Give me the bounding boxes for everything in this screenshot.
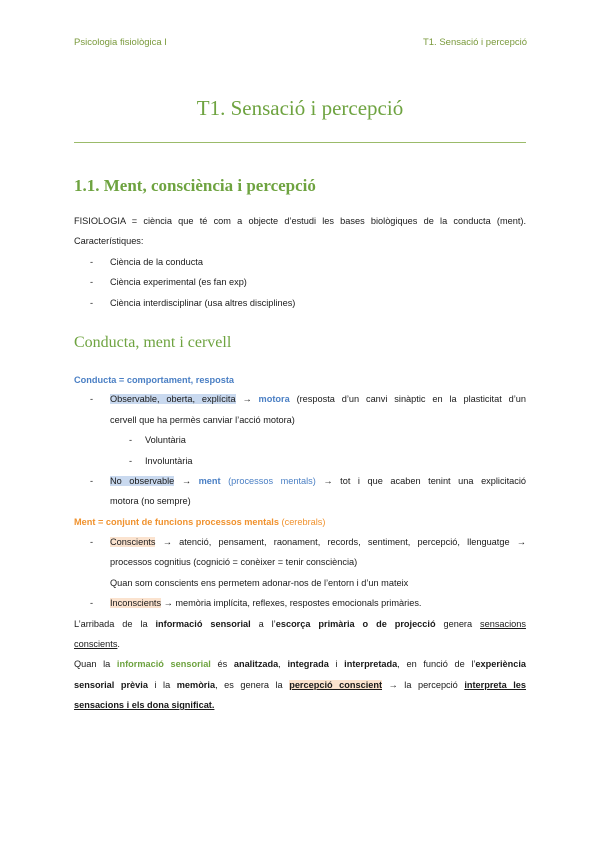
page-title: T1. Sensació i percepció xyxy=(196,96,404,120)
bullet-dash: - xyxy=(90,537,94,547)
term: interpretada xyxy=(344,659,398,669)
conscients-line-3: Quan som conscients ens permetem adonar-nos de l’entorn i d’un mateix xyxy=(110,578,409,588)
arrow: → xyxy=(174,476,199,486)
term: sensacions xyxy=(480,619,526,629)
paragraph-2-line-3 xyxy=(74,695,526,716)
list-item: Ciència de la conducta xyxy=(110,257,203,267)
term: memòria xyxy=(176,680,216,690)
text: , xyxy=(278,659,288,669)
term: sensorial prèvia xyxy=(74,680,148,690)
term: informació sensorial xyxy=(155,619,251,629)
inconscients-highlight: Inconscients xyxy=(110,598,162,608)
noobservable-text: → tot i que acaben tenint una explicitació xyxy=(315,476,527,486)
term: analitzada xyxy=(233,659,279,669)
ment-term: ment xyxy=(198,476,221,486)
text: i la xyxy=(147,680,177,690)
text: L’arribada de la xyxy=(74,619,156,629)
noobservable-line-2: motora (no sempre) xyxy=(110,496,191,506)
conscients-highlight: Conscients xyxy=(110,537,156,547)
intro-line-2: Característiques: xyxy=(74,236,144,246)
text: . xyxy=(117,639,120,649)
list-item: Ciència interdisciplinar (usa altres disciplines) xyxy=(110,298,296,308)
term: integrada xyxy=(287,659,329,669)
text: → la percepció xyxy=(382,680,465,690)
conscients-line-2: processos cognitius (cognició = conèixer = tenir consciència) xyxy=(110,557,358,567)
list-item: Involuntària xyxy=(145,456,193,466)
bullet-dash: - xyxy=(90,277,94,287)
term: informació sensorial xyxy=(116,659,211,669)
observable-text: (resposta d’un canvi sinàptic en la plasticitat d’un xyxy=(289,394,526,404)
term: interpreta les xyxy=(464,680,527,690)
bullet-dash: - xyxy=(90,298,94,308)
bullet-dash: - xyxy=(90,394,94,404)
ment-definition-text: Ment = conjunt de funcions processos mentals xyxy=(74,517,279,527)
text: , es genera la xyxy=(215,680,290,690)
section-heading: 1.1. Ment, consciència i percepció xyxy=(74,176,316,195)
text: , en funció de l’ xyxy=(397,659,476,669)
bullet-dash: - xyxy=(90,598,94,608)
term: conscients xyxy=(74,639,118,649)
paragraph-2-line-1 xyxy=(74,654,526,675)
text: és xyxy=(210,659,234,669)
bullet-dash: - xyxy=(129,435,133,445)
conducta-definition: Conducta = comportament, resposta xyxy=(74,375,235,385)
inconscients-text: → memòria implícita, reflexes, respostes emocionals primàries. xyxy=(161,598,422,608)
subsection-heading: Conducta, ment i cervell xyxy=(74,334,232,351)
text: a l’ xyxy=(250,619,276,629)
term: sensacions i els dona significat. xyxy=(74,700,215,710)
motora-term: motora xyxy=(258,394,290,404)
ment-definition xyxy=(74,512,526,533)
paragraph-1-line-1 xyxy=(74,614,526,635)
observable-line-1 xyxy=(110,389,526,410)
bullet-dash: - xyxy=(90,476,94,486)
term: experiència xyxy=(475,659,526,669)
term: percepció conscient xyxy=(289,680,383,690)
text: i xyxy=(328,659,345,669)
title-rule xyxy=(74,142,526,143)
intro-line-1: FISIOLOGIA = ciència que té com a objecte d’estudi les bases biològiques de la conducta (ment). xyxy=(74,216,526,226)
list-item: Ciència experimental (es fan exp) xyxy=(110,277,247,287)
header-left: Psicologia fisiològica I xyxy=(74,37,167,48)
list-item: Voluntària xyxy=(145,435,186,445)
bullet-dash: - xyxy=(129,456,133,466)
conscients-line-1 xyxy=(110,532,526,553)
processos-term: (processos mentals) xyxy=(220,476,316,486)
noobservable-line-1 xyxy=(110,471,526,492)
paragraph-2-line-2 xyxy=(74,675,526,696)
text: genera xyxy=(435,619,481,629)
observable-line-2: cervell que ha permès canviar l’acció motora) xyxy=(110,415,295,425)
inconscients-line xyxy=(110,593,421,614)
bullet-dash: - xyxy=(90,257,94,267)
header-right: T1. Sensació i percepció xyxy=(422,37,527,48)
paragraph-1-line-2 xyxy=(74,634,526,655)
observable-highlight: Observable, oberta, explícita xyxy=(110,394,236,404)
conscients-text: → atenció, pensament, raonament, records, sentiment, percepció, llenguatge → xyxy=(155,537,526,547)
arrow: → xyxy=(235,394,259,404)
term: escorça primària o de projecció xyxy=(275,619,436,629)
ment-definition-paren: (cerebrals) xyxy=(278,517,326,527)
noobservable-highlight: No observable xyxy=(110,476,175,486)
text: Quan la xyxy=(74,659,117,669)
